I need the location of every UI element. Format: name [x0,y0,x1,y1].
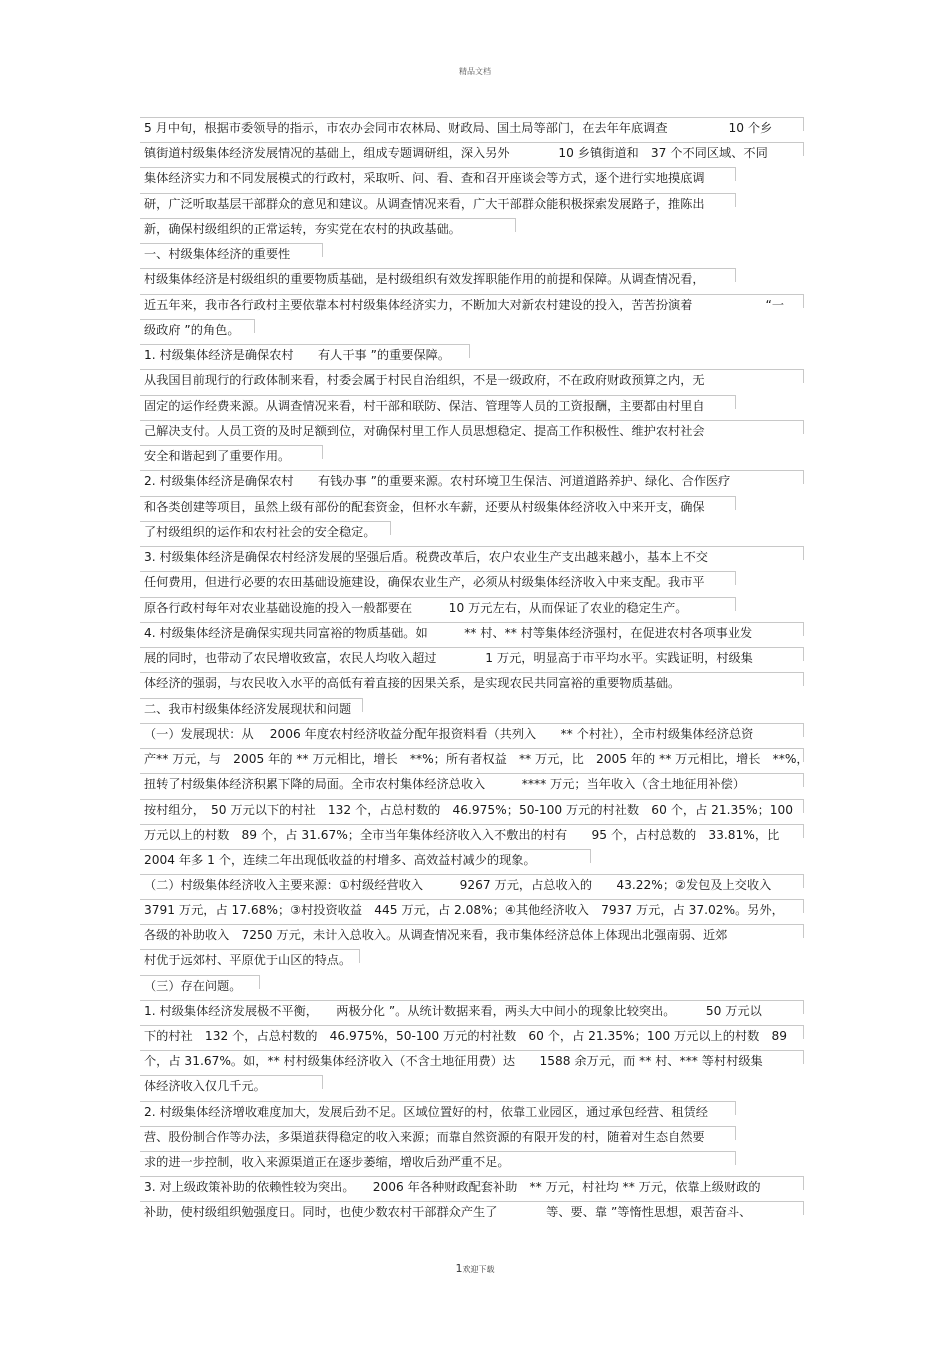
text-line: 安全和谐起到了重要作用。 [144,449,291,463]
text-line: 集体经济实力和不同发展模式的行政村，采取听、问、看、查和召开座谈会等方式，逐个进行实地摸底调 [144,171,705,185]
text-line: 从我国目前现行的行政体制来看，村委会属于村民自治组织，不是一级政府，不在政府财政预算之内，无 [144,373,705,387]
text-line: （三）存在问题。 [144,979,242,993]
text-line: 2. 村级集体经济增收难度加大，发展后劲不足。区域位置好的村，依靠工业园区，通过承包经营、租赁经 [144,1105,708,1119]
text-line: （二）村级集体经济收入主要来源：①村级经营收入 9267 万元，占总收入的 43.22%；②发包及上交收入 [144,878,772,892]
text-line: 1. 村级集体经济发展极不平衡， 两极分化 ”。从统计数据来看，两头大中间小的现象比较突出。 50 万元以 [144,1004,762,1018]
text-line: 任何费用，但进行必要的农田基础设施建设，确保农业生产，必须从村级集体经济收入中来支配。我市平 [144,575,705,589]
text-line: 万元以上的村数 89 个，占 31.67%；全市当年集体经济收入入不敷出的村有 95 个，占村总数的 33.81%，比 [144,828,780,842]
page-header: 精品文档 [459,67,491,76]
text-line: 新，确保村级组织的正常运转，夯实党在农村的执政基础。 [144,222,461,236]
text-line: 产** 万元，与 2005 年的 ** 万元相比，增长 **%；所有者权益 ** 万元，比 2005 年的 ** 万元相比，增长 **%， [144,752,809,766]
text-line: 补助，使村级组织勉强度日。同时，也使少数农村干部群众产生了 等、要、靠 ”等惰性思想，艰苦奋斗、 [144,1205,752,1219]
text-line: 原各行政村每年对农业基础设施的投入一般都要在 10 万元左右，从而保证了农业的稳定生产。 [144,601,688,615]
text-line: 3. 对上级政策补助的依赖性较为突出。 2006 年各种财政配套补助 ** 万元，村社均 ** 万元，依靠上级财政的 [144,1180,761,1194]
text-line: 体经济的强弱，与农民收入水平的高低有着直接的因果关系，是实现农民共同富裕的重要物质基础。 [144,676,681,690]
text-line: 和各类创建等项目，虽然上级有部份的配套资金，但杯水车薪，还要从村级集体经济收入中来开支，确保 [144,500,705,514]
text-line: 二、我市村级集体经济发展现状和问题 [144,702,352,716]
text-line: 村优于远郊村、平原优于山区的特点。 [144,953,352,967]
text-line: 3. 村级集体经济是确保农村经济发展的坚强后盾。税费改革后，农户农业生产支出越来越小，基本上不交 [144,550,708,564]
text-line: 村级集体经济是村级组织的重要物质基础，是村级组织有效发挥职能作用的前提和保障。从调查情况看， [144,272,705,286]
text-line: 镇街道村级集体经济发展情况的基础上，组成专题调研组，深入另外 10 乡镇街道和 37 个不同区域、不同 [144,146,768,160]
text-line: 展的同时，也带动了农民增收致富，农民人均收入超过 1 万元，明显高于市平均水平。实践证明，村级集 [144,651,753,665]
text-line: 固定的运作经费来源。从调查情况来看，村干部和联防、保洁、管理等人员的工资报酬，主要都由村里自 [144,399,705,413]
text-line: 了村级组织的运作和农村社会的安全稳定。 [144,525,376,539]
text-line: （一）发展现状：从 2006 年度农村经济收益分配年报资料看（共列入 ** 个村社），全市村级集体经济总资 [144,727,754,741]
text-line: 体经济收入仅几千元。 [144,1079,266,1093]
text-line: 近五年来，我市各行政村主要依靠本村村级集体经济实力，不断加大对新农村建设的投入，苦苦扮演着 “一 [144,298,785,312]
text-line: 研，广泛听取基层干部群众的意见和建议。从调查情况来看，广大干部群众能积极探索发展路子，推陈出 [144,197,705,211]
text-line: 5 月中旬，根据市委领导的指示，市农办会同市农林局、财政局、国土局等部门，在去年年底调查 10 个乡 [144,121,773,135]
text-line: 级政府 ”的角色。 [144,323,240,337]
text-line: 按村组分， 50 万元以下的村社 132 个，占总村数的 46.975%；50-100 万元的村社数 60 个，占 21.35%；100 [144,803,794,817]
text-line: 一、村级集体经济的重要性 [144,247,291,261]
footer-text: 欢迎下载 [462,1265,495,1274]
text-line: 3791 万元，占 17.68%；③村投资收益 445 万元，占 2.08%；④其他经济收入 7937 万元，占 37.02%。另外， [144,903,784,917]
text-line: 求的进一步控制，收入来源渠道正在逐步萎缩，增收后劲严重不足。 [144,1155,510,1169]
text-line: 2. 村级集体经济是确保农村 有钱办事 ”的重要来源。农村环境卫生保洁、河道道路养护、绿化、合作医疗 [144,474,731,488]
text-line: 己解决支付。人员工资的及时足额到位，对确保村里工作人员思想稳定、提高工作积极性、维护农村社会 [144,424,705,438]
text-line: 1. 村级集体经济是确保农村 有人干事 ”的重要保障。 [144,348,451,362]
text-line: 扭转了村级集体经济积累下降的局面。全市农村集体经济总收入 **** 万元；当年收入（含土地征用补偿） [144,777,746,791]
page-footer [0,1262,950,1275]
text-line: 下的村社 132 个，占总村数的 46.975%，50-100 万元的村社数 60 个，占 21.35%；100 万元以上的村数 89 [144,1029,787,1043]
page-number: 1 [455,1262,463,1275]
text-line: 4. 村级集体经济是确保实现共同富裕的物质基础。如 ** 村、** 村等集体经济强村，在促进农村各项事业发 [144,626,753,640]
text-line: 各级的补助收入 7250 万元，未计入总收入。从调查情况来看，我市集体经济总体上体现出北强南弱、近郊 [144,928,728,942]
text-line: 2004 年多 1 个，连续二年出现低收益的村增多、高效益村减少的现象。 [144,853,536,867]
text-line: 营、股份制合作等办法，多渠道获得稳定的收入来源；而靠自然资源的有限开发的村，随着对生态自然要 [144,1130,705,1144]
text-line: 个，占 31.67%。如，** 村村级集体经济收入（不含土地征用费）达 1588 余万元，而 ** 村、*** 等村村级集 [144,1054,763,1068]
